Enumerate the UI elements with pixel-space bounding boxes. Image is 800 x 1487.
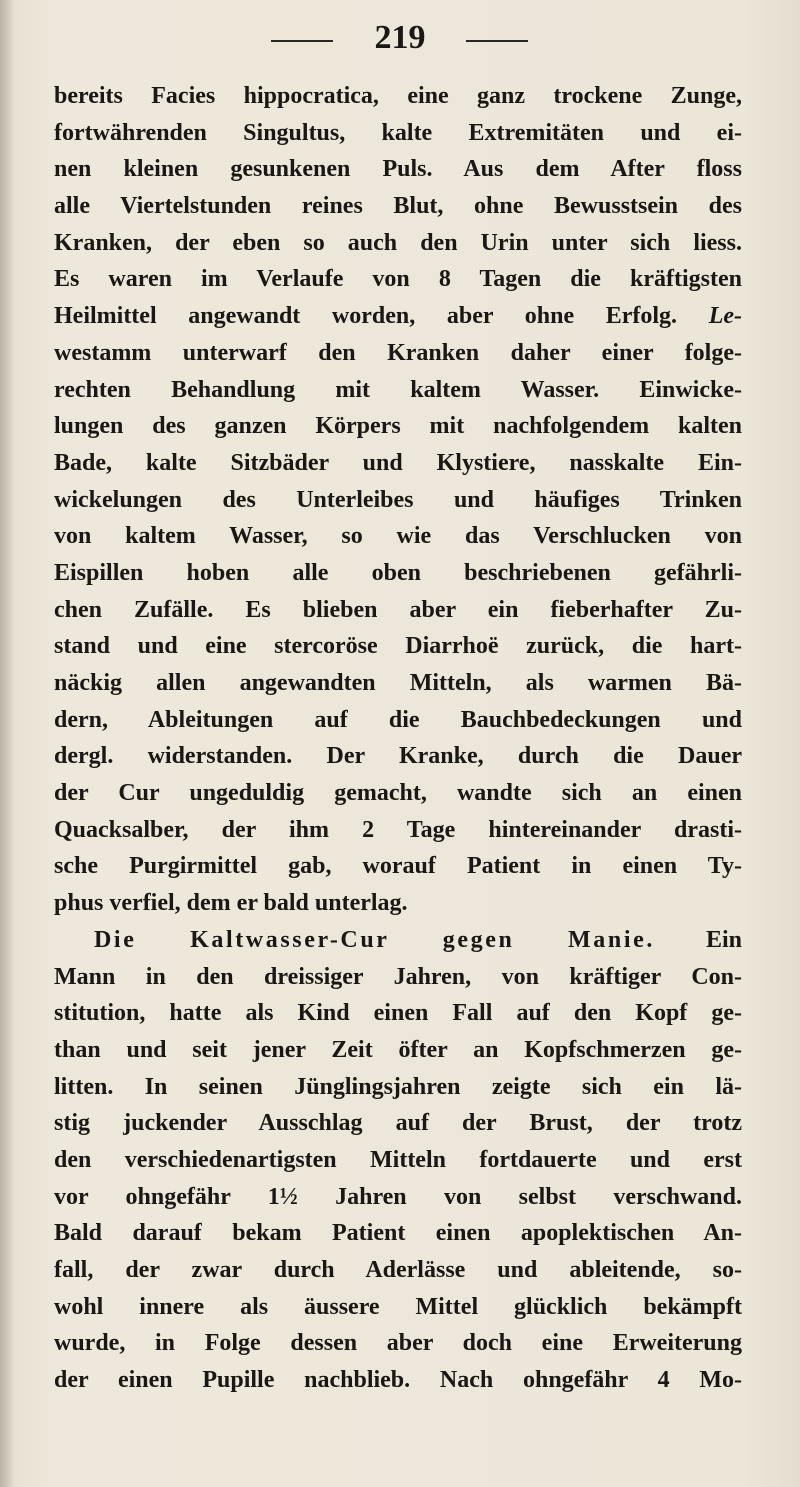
text-line: Es waren im Verlaufe von 8 Tagen die kräftigsten bbox=[54, 266, 742, 293]
text-line: der Cur ungeduldig gemacht, wandte sich an einen bbox=[54, 780, 742, 807]
text-line: Kranken, der eben so auch den Urin unter sich liess. bbox=[54, 229, 742, 256]
text-line: näckig allen angewandten Mitteln, als warmen Bä- bbox=[54, 670, 742, 696]
binding-shadow bbox=[0, 0, 14, 1487]
text-line: chen Zufälle. Es blieben aber ein fieberhafter Zu- bbox=[54, 596, 742, 623]
text-line: stitution, hatte als Kind einen Fall auf den Kopf ge- bbox=[54, 1000, 742, 1027]
text-line-with-name bbox=[54, 298, 742, 335]
text-line: wurde, in Folge dessen aber doch eine Erweiterung bbox=[54, 1330, 742, 1357]
text-line: dern, Ableitungen auf die Bauchbedeckungen und bbox=[54, 706, 742, 733]
text-line: sche Purgirmittel gab, worauf Patient in einen Ty- bbox=[54, 853, 742, 880]
text-segment: Heilmittel angewandt worden, aber ohne Erfolg. bbox=[54, 303, 678, 330]
text-line: fall, der zwar durch Aderlässe und ableitende, so- bbox=[54, 1257, 742, 1283]
text-line: wickelungen des Unterleibes und häufiges Trinken bbox=[54, 486, 742, 513]
section-heading-line bbox=[54, 922, 742, 959]
text-line: Eispillen hoben alle oben beschriebenen gefährli- bbox=[54, 559, 742, 586]
text-line: stand und eine stercoröse Diarrhoë zurück, die hart- bbox=[54, 633, 742, 660]
text-line: Bald darauf bekam Patient einen apoplektischen An- bbox=[54, 1220, 742, 1247]
text-line: Bade, kalte Sitzbäder und Klystiere, nasskalte Ein- bbox=[54, 449, 742, 476]
paragraph-1 bbox=[54, 78, 742, 922]
text-line: vor ohngefähr 1½ Jahren von selbst verschwand. bbox=[54, 1183, 742, 1210]
text-segment: Ein bbox=[705, 926, 743, 953]
text-line: nen kleinen gesunkenen Puls. Aus dem After floss bbox=[54, 156, 742, 183]
text-line: westamm unterwarf den Kranken daher einer folge- bbox=[54, 339, 742, 366]
person-name-italic: Le- bbox=[708, 303, 743, 330]
text-line: rechten Behandlung mit kaltem Wasser. Einwicke- bbox=[54, 376, 742, 403]
page-number: 219 bbox=[374, 19, 426, 56]
text-line: alle Viertelstunden reines Blut, ohne Bewusstsein des bbox=[54, 193, 742, 220]
paragraph-2 bbox=[54, 922, 742, 1399]
section-heading: Die Kaltwasser-Cur gegen Manie. bbox=[94, 926, 655, 953]
text-line: lungen des ganzen Körpers mit nachfolgendem kalten bbox=[54, 413, 742, 440]
text-line: der einen Pupille nachblieb. Nach ohngefähr 4 Mo- bbox=[54, 1367, 742, 1394]
header-rule-left bbox=[271, 40, 333, 42]
text-line: wohl innere als äussere Mittel glücklich bekämpft bbox=[54, 1293, 742, 1320]
page-header bbox=[0, 18, 800, 58]
text-line: fortwährenden Singultus, kalte Extremitäten und ei- bbox=[54, 119, 742, 146]
text-line: von kaltem Wasser, so wie das Verschlucken von bbox=[54, 523, 742, 550]
body-text bbox=[54, 78, 742, 1399]
text-line: litten. In seinen Jünglingsjahren zeigte sich ein lä- bbox=[54, 1073, 742, 1100]
text-line-last: phus verfiel, dem er bald unterlag. bbox=[54, 890, 408, 917]
text-line: stig juckender Ausschlag auf der Brust, der trotz bbox=[54, 1110, 742, 1137]
text-line: den verschiedenartigsten Mitteln fortdauerte und erst bbox=[54, 1146, 742, 1173]
text-line: dergl. widerstanden. Der Kranke, durch die Dauer bbox=[54, 743, 742, 770]
text-line: bereits Facies hippocratica, eine ganz trockene Zunge, bbox=[54, 83, 742, 109]
text-line: Mann in den dreissiger Jahren, von kräftiger Con- bbox=[54, 963, 742, 990]
text-line: than und seit jener Zeit öfter an Kopfschmerzen ge- bbox=[54, 1036, 742, 1063]
header-rule-right bbox=[466, 40, 528, 42]
text-line: Quacksalber, der ihm 2 Tage hintereinander drasti- bbox=[54, 816, 742, 843]
